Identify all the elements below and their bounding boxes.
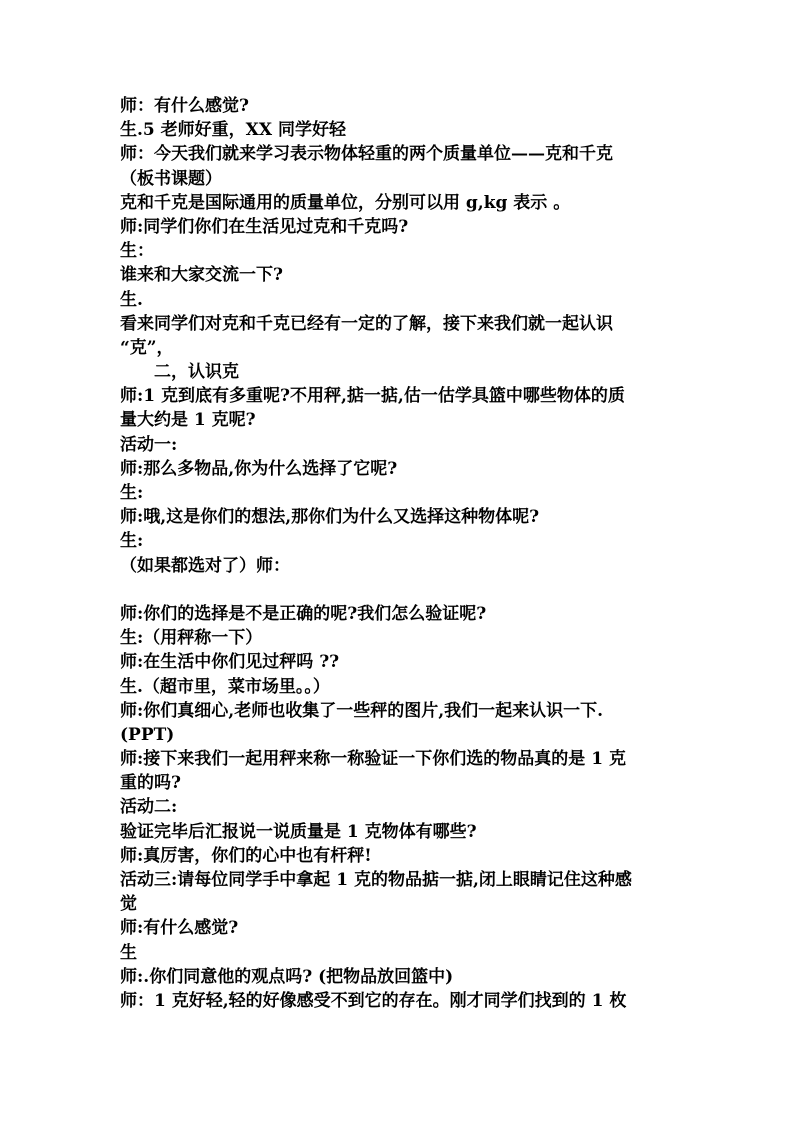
text-line: 师:在生活中你们见过秤吗 ?? [120,652,340,673]
blank-line [120,578,680,602]
text-line: 验证完毕后汇报说一说质量是 1 克物体有哪些? [120,821,477,842]
text-line: 生.（超市里，菜市场里。。） [120,676,330,697]
text-line: 重的吗? [120,773,181,794]
text-line: 谁来和大家交流一下? [120,265,283,286]
text-line: 师:同学们你们在生活见过克和千克吗? [120,216,409,237]
text-line: 师:接下来我们一起用秤来称一称验证一下你们选的物品真的是 1 克 [120,749,626,770]
text-line: 克和千克是国际通用的质量单位，分别可以用 g,kg 表示 。 [120,192,571,213]
text-line: 师：有什么感觉? [120,96,249,116]
text-line: 活动二: [120,797,178,818]
text-line: (PPT) [120,724,175,745]
section-heading: 二，认识克 [154,362,239,383]
text-line: （板书课题） [120,168,222,189]
text-line: 觉 [120,894,137,915]
text-line: 活动一: [120,434,178,455]
document-body [120,94,680,1013]
text-line: 生.5 老师好重，XX 同学好轻 [120,120,346,141]
text-line: 师:有什么感觉? [120,918,239,939]
text-line: 师:.你们同意他的观点吗? (把物品放回篮中) [120,966,454,987]
text-line: 活动三:请每位同学手中拿起 1 克的物品掂一掂,闭上眼睛记住这种感 [120,870,632,890]
text-line: 看来同学们对克和千克已经有一定的了解，接下来我们就一起认识 [120,313,613,334]
text-line: 师:真厉害，你们的心中也有杆秤! [120,845,372,866]
text-line: 生: [120,483,144,503]
text-line: “克”， [120,337,174,358]
text-line: 量大约是 1 克呢? [120,410,256,431]
text-line: 师:1 克到底有多重呢?不用秤,掂一掂,估一估学具篮中哪些物体的质 [120,386,625,407]
text-line: （如果都选对了）师： [120,555,290,576]
text-line: 师:你们的选择是不是正确的呢?我们怎么验证呢? [120,603,487,624]
text-line: 生： [120,241,154,262]
text-line: 师:那么多物品,你为什么选择了它呢? [120,458,398,479]
text-line: 生: [120,531,144,552]
text-line: 生 [120,942,137,963]
text-line: 师:你们真细心,老师也收集了一些秤的图片,我们一起来认识一下. [120,700,604,721]
text-line: 生. [120,289,143,310]
text-line: 师:哦,这是你们的想法,那你们为什么又选择这种物体呢? [120,507,540,528]
text-line: 师：今天我们就来学习表示物体轻重的两个质量单位——克和千克 [120,144,613,165]
text-line: 生:（用秤称一下） [120,628,263,649]
text-line: 师：1 克好轻,轻的好像感受不到它的存在。刚才同学们找到的 1 枚 [120,990,627,1011]
